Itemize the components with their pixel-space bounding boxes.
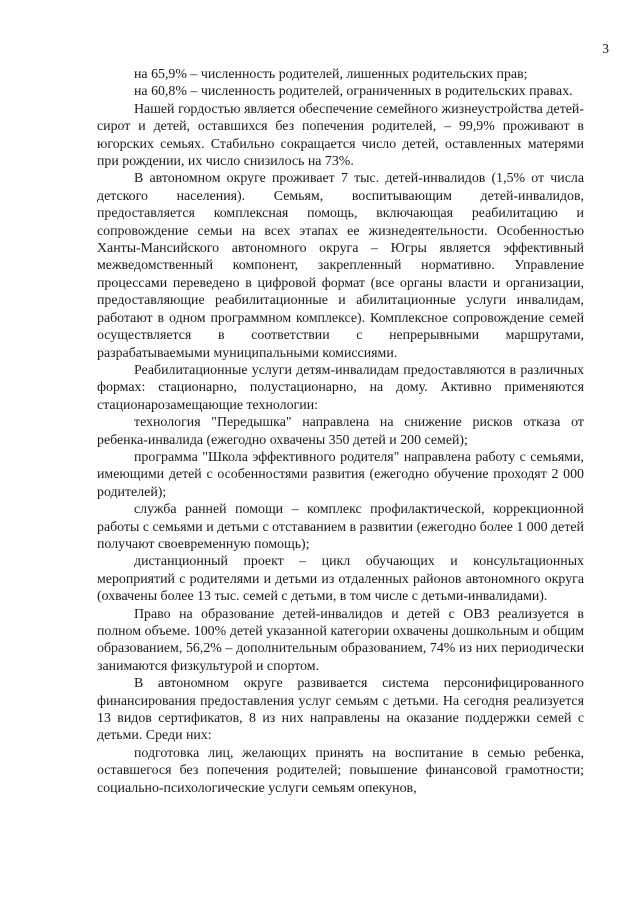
- paragraph-early-help: служба ранней помощи – комплекс профилактической, коррекционной работы с семьями и детьми с отставанием в развитии (ежегодно более 1 000 детей получают своевременную помощь);: [97, 502, 584, 552]
- document-body: [97, 66, 584, 797]
- paragraph-disabled-children: В автономном округе проживает 7 тыс. детей-инвалидов (1,5% от числа детского населения). Семьям, воспитывающим детей-инвалидов, предоставляется комплексная помощь, включающая реабилитацию и сопровождение семьи на всех этапах ее жизнедеятельности. Особенностью Ханты-Мансийского автономного округа – Югры является эффективный межведомственный компонент, закрепленный нормативно. Управление процессами переведено в цифровой формат (все органы власти и организации, предоставляющие реабилитационные и абилитационные услуги инвалидам, работают в одном программном комплексе). Комплексное сопровождение семей осуществляется в соответствии с непрерывными маршрутами, разрабатываемыми муниципальными комиссиями.: [97, 171, 584, 361]
- paragraph-deprived-rights: на 65,9% – численность родителей, лишенных родительских прав;: [134, 67, 528, 82]
- paragraph-limited-rights: на 60,8% – численность родителей, ограниченных в родительских правах.: [134, 84, 573, 100]
- paragraph-certificates: В автономном округе развивается система персонифицированного финансирования предоставления услуг семьям с детьми. На сегодня реализуется 13 видов сертификатов, 8 из них направлены на оказание поддержки семей с детьми. Среди них:: [97, 676, 584, 744]
- paragraph-rehabilitation-forms: Реабилитационные услуги детям-инвалидам предоставляются в различных формах: стационарно, полустационарно, на дому. Активно применяются стационарозамещающие технологии:: [97, 362, 584, 413]
- paragraph-certificate-list: подготовка лиц, желающих принять на воспитание в семью ребенка, оставшегося без попечения родителей; повышение финансовой грамотности; социально-психологические услуги семьям опекунов,: [97, 745, 584, 796]
- paragraph-family-placement: Нашей гордостью является обеспечение семейного жизнеустройства детей-сирот и детей, оставшихся без попечения родителей, – 99,9% проживают в югорских семьях. Стабильно сокращается число детей, оставленных матерями при рождении, их число снизилось на 73%.: [97, 101, 584, 170]
- paragraph-remote-project: дистанционный проект – цикл обучающих и консультационных мероприятий с родителями и детьми из отдаленных районов автономного округа (охвачены более 13 тыс. семей с детьми, в том числе с детьми-инвалидами).: [97, 554, 584, 605]
- paragraph-respite-technology: технология "Передышка" направлена на снижение рисков отказа от ребенка-инвалида (ежегодно охвачены 350 детей и 200 семей);: [97, 415, 584, 448]
- page-number: 3: [602, 41, 609, 56]
- paragraph-education-rights: Право на образование детей-инвалидов и детей с ОВЗ реализуется в полном объеме. 100% детей указанной категории охвачены дошкольным и общим образованием, 56,2% – дополнительным образованием, 74% из них периодически занимаются физкультурой и спортом.: [97, 606, 584, 674]
- paragraph-parent-school: программа "Школа эффективного родителя" направлена работу с семьями, имеющими детей с особенностями развития (ежегодно обучение проходят 2 000 родителей);: [97, 449, 584, 500]
